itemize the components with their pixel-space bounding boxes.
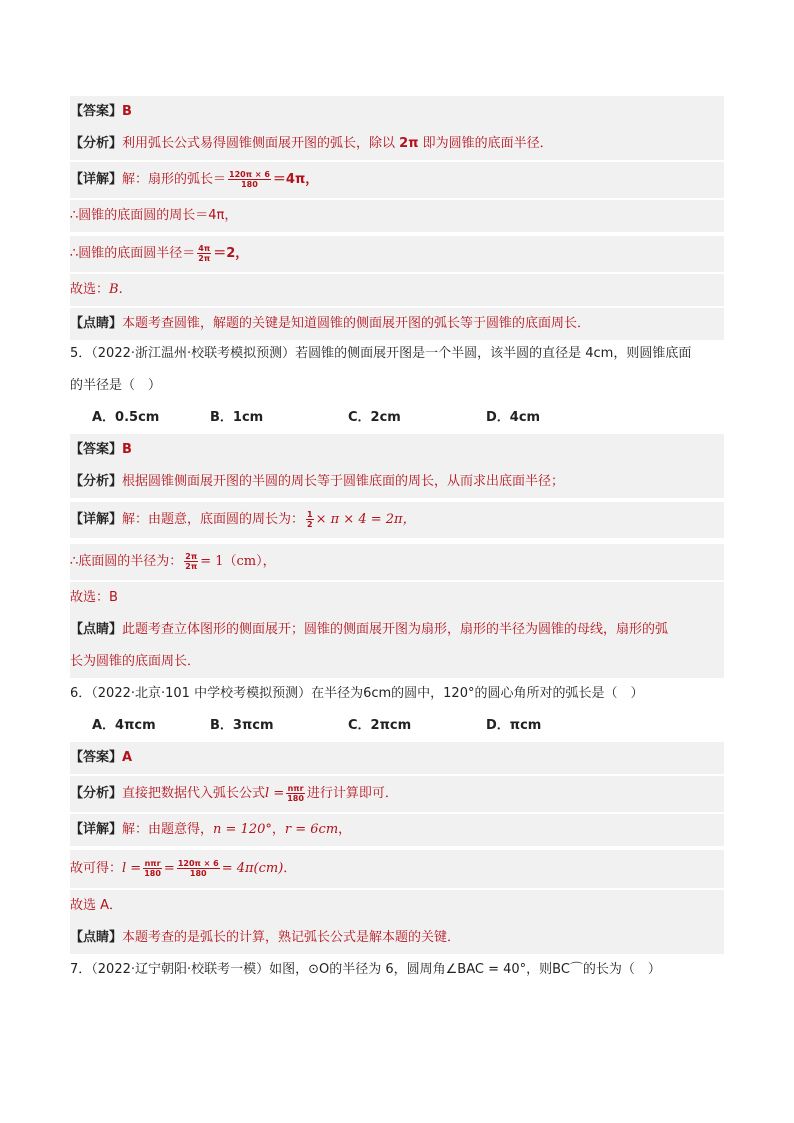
answer-value: B xyxy=(122,442,132,457)
q4-choose-row xyxy=(70,274,724,306)
analysis-text: 直接把数据代入弧长公式 xyxy=(122,786,266,801)
detail-formula: × π × 4 = 2π， xyxy=(315,512,416,527)
analysis-label: 【分析】 xyxy=(70,474,123,489)
calc-fraction-1: $\frac{\text{nπr}}{180}$ xyxy=(144,859,161,878)
radius-fraction: $\frac{4\pi}{2\pi}$ xyxy=(198,244,211,263)
q5-analysis-row xyxy=(70,466,724,498)
choose-text: 故选：B xyxy=(70,590,118,605)
comment-text-cont: 长为圆锥的底面周长． xyxy=(70,654,201,669)
radius-result: ＝2， xyxy=(213,246,249,261)
comment-label: 【点睛】 xyxy=(70,316,123,331)
detail-text: 解：由题意，底面圆的周长为： xyxy=(122,512,305,527)
analysis-label: 【分析】 xyxy=(70,136,123,151)
answer-label: 【答案】 xyxy=(70,750,123,765)
q5-comment-row2 xyxy=(70,646,724,678)
half-fraction: $\frac{1}{2}$ xyxy=(307,510,313,529)
detail-n: n = 120° xyxy=(213,822,272,837)
detail-text: 解：由题意得， xyxy=(122,822,214,837)
option-b[interactable]: B．3πcm xyxy=(210,718,274,733)
calc-fraction-2: $\frac{120\pi \times 6}{180}$ xyxy=(177,859,219,878)
analysis-text: 利用弧长公式易得圆锥侧面展开图的弧长，除以 xyxy=(122,136,396,151)
q6-analysis-row xyxy=(70,776,724,812)
detail-r: r = 6cm xyxy=(284,822,339,837)
comment-label: 【点睛】 xyxy=(70,622,123,637)
option-d[interactable]: D．πcm xyxy=(486,718,542,733)
q4-comment-row xyxy=(70,308,724,340)
q6-stem: 6．（2022·北京·101 中学校考模拟预测）在半径为6cm的圆中，120°的圆心角所对的弧长是（ ） xyxy=(70,686,644,701)
option-b[interactable]: B．1cm xyxy=(210,410,264,425)
q6-options xyxy=(92,710,692,742)
q4-detail-row xyxy=(70,162,724,198)
q4-analysis-row xyxy=(70,128,724,160)
comment-text: 本题考查的是弧长的计算，熟记弧长公式是解本题的关键． xyxy=(122,930,461,945)
analysis-text: 根据圆锥侧面展开图的半圆的周长等于圆锥底面的周长，从而求出底面半径； xyxy=(122,474,565,489)
option-d[interactable]: D．4cm xyxy=(486,410,541,425)
q5-stem-line1: 5．（2022·浙江温州·校联考模拟预测）若圆锥的侧面展开图是一个半圆，该半圆的直径是 4cm，则圆锥底面 xyxy=(70,346,692,361)
calc-result: = 4π(cm) xyxy=(221,861,284,876)
comment-text: 此题考查立体图形的侧面展开；圆锥的侧面展开图为扇形，扇形的半径为圆锥的母线，扇形的弧 xyxy=(122,622,669,637)
q7-stem: 7．（2022·辽宁朝阳·校联考一模）如图，⊙O的半径为 6，圆周角∠BAC = 40°，则BC⌒的长为（ ） xyxy=(70,962,661,977)
comment-label: 【点睛】 xyxy=(70,930,123,945)
analysis-pi: 2π xyxy=(399,136,419,151)
detail-label: 【详解】 xyxy=(70,172,123,187)
q5-detail-row xyxy=(70,502,724,538)
analysis-text-end: 即为圆锥的底面半径． xyxy=(422,136,553,151)
answer-value: A xyxy=(122,750,133,765)
q4-answer-row xyxy=(70,96,724,128)
q5-options xyxy=(92,402,692,434)
circumference-text: ∴圆锥的底面圆的周长＝4π， xyxy=(70,208,238,223)
detail-label: 【详解】 xyxy=(70,512,123,527)
radius-result: = 1（cm）， xyxy=(200,554,276,569)
radius-text: ∴底面圆的半径为： xyxy=(70,554,183,569)
q6-line2: 故可得：l = $\frac{\text{nπr}}{180}$ = $\frac{120\pi \times 6}{180}$ = 4π(cm)． xyxy=(70,850,724,888)
answer-label: 【答案】 xyxy=(70,104,123,119)
q5-answer-row xyxy=(70,434,724,466)
q5-comment-row xyxy=(70,614,724,646)
detail-label: 【详解】 xyxy=(70,822,123,837)
q6-detail-row: 【详解】解：由题意得，n = 120°，r = 6cm， xyxy=(70,814,724,846)
analysis-label: 【分析】 xyxy=(70,786,123,801)
analysis-text-end: 进行计算即可． xyxy=(306,786,398,801)
answer-value: B xyxy=(122,104,132,119)
q6-answer-row xyxy=(70,742,724,774)
q5-line2 xyxy=(70,544,724,580)
arc-formula-fraction: $\frac{\text{nπr}}{180}$ xyxy=(287,784,304,803)
calc-text: 故可得： xyxy=(70,861,123,876)
formula-l: l = xyxy=(265,786,285,801)
q4-line3 xyxy=(70,236,724,272)
choose-text: 故选： xyxy=(70,282,110,297)
detail-text: 解：扇形的弧长＝ xyxy=(122,172,227,187)
option-a[interactable]: A．4πcm xyxy=(92,718,156,733)
option-c[interactable]: C．2cm xyxy=(348,410,401,425)
choose-text: 故选 A． xyxy=(70,898,123,913)
calc-l: l = xyxy=(122,861,142,876)
radius-fraction: $\frac{2\pi}{2\pi}$ xyxy=(185,552,198,571)
q6-choose-row xyxy=(70,890,724,922)
comment-text: 本题考查圆锥，解题的关键是知道圆锥的侧面展开图的弧长等于圆锥的底面周长． xyxy=(122,316,591,331)
q4-line2 xyxy=(70,200,724,232)
q5-choose-row xyxy=(70,582,724,614)
radius-text: ∴圆锥的底面圆半径＝ xyxy=(70,246,196,261)
detail-result: ＝4π， xyxy=(272,172,319,187)
q5-stem-line2: 的半径是（ ） xyxy=(70,378,162,393)
q6-comment-row xyxy=(70,922,724,954)
answer-label: 【答案】 xyxy=(70,442,123,457)
arc-length-fraction: $\frac{120\pi \times 6}{180}$ xyxy=(229,170,270,189)
option-c[interactable]: C．2πcm xyxy=(348,718,412,733)
choose-value: B. xyxy=(109,282,123,297)
option-a[interactable]: A．0.5cm xyxy=(92,410,160,425)
